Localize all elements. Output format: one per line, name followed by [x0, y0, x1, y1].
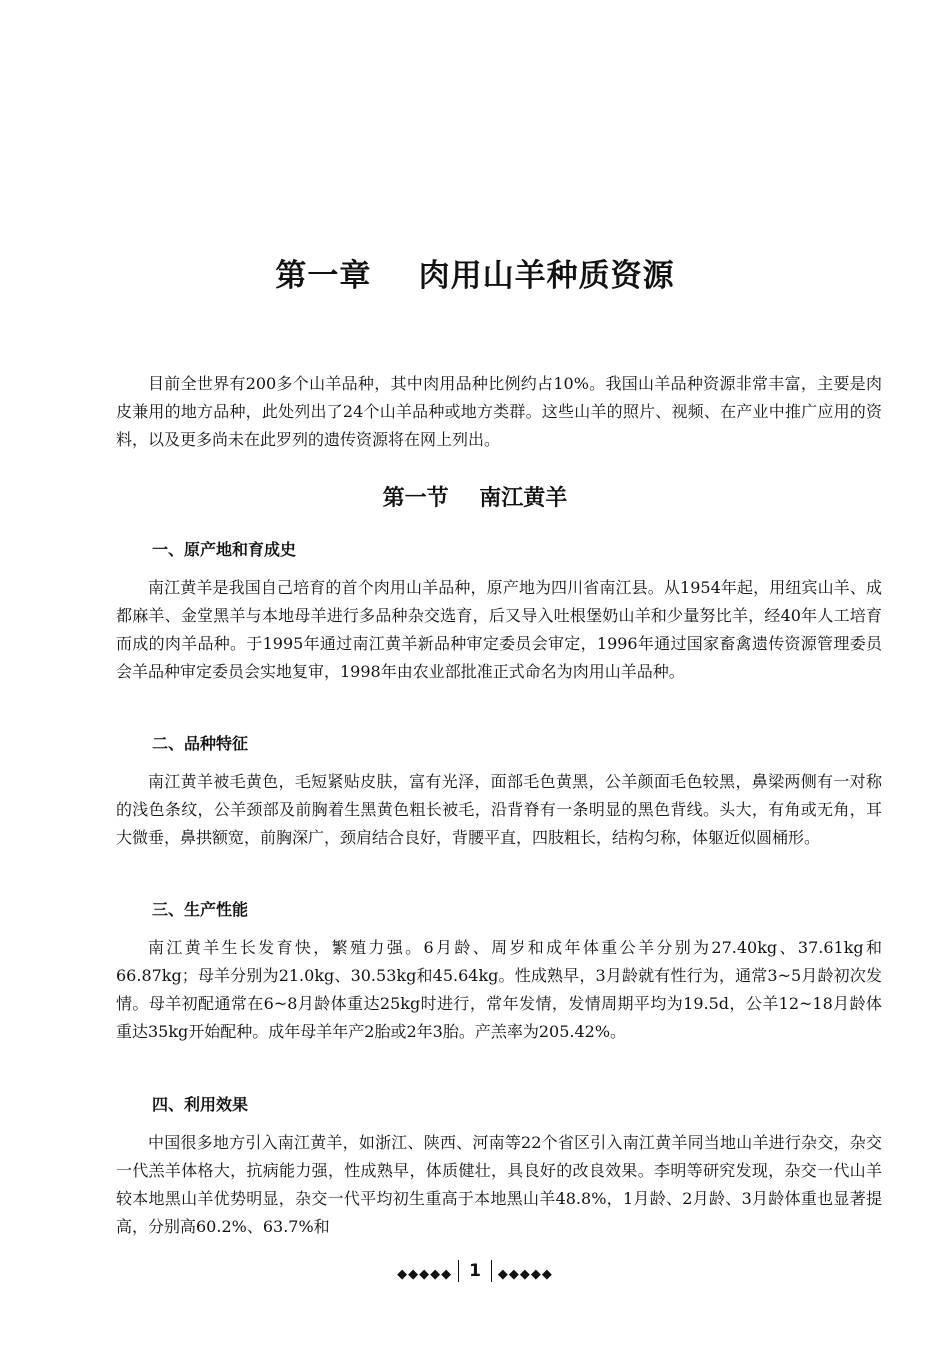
footer-divider-left	[458, 1260, 459, 1282]
paragraph: 南江黄羊是我国自己培育的首个肉用山羊品种，原产地为四川省南江县。从1954年起，用纽宾山羊、成都麻羊、金堂黑羊与本地母羊进行多品种杂交选育，后又导入吐根堡奶山羊和少量努比羊，经40年人工培育而成的肉羊品种。于1995年通过南江黄羊新品种审定委员会审定，1996年通过国家畜禽遗传资源管理委员会羊品种审定委员会实地复审，1998年由农业部批准正式命名为肉用山羊品种。	[116, 578, 882, 681]
paragraph: 南江黄羊被毛黄色，毛短紧贴皮肤，富有光泽，面部毛色黄黑，公羊颜面毛色较黑，鼻梁两侧有一对称的浅色条纹，公羊颈部及前胸着生黑黄色粗长被毛，沿背脊有一条明显的黑色背线。头大，有角或无角，耳大微垂，鼻拱额宽，前胸深广，颈肩结合良好，背腰平直，四肢粗长，结构匀称，体躯近似圆桶形。	[116, 772, 882, 847]
chapter-title: 第一章 肉用山羊种质资源	[275, 258, 675, 294]
subsection-heading-origin: 一、原产地和育成史	[152, 540, 297, 559]
page-number: 1	[469, 1261, 481, 1281]
subsection-body-origin	[116, 574, 882, 686]
footer-ornament-left: ◆◆◆◆◆	[397, 1266, 453, 1282]
section-title: 第一节 南江黄羊	[382, 485, 568, 511]
intro-paragraph: 目前全世界有200多个山羊品种，其中肉用品种比例约占10%。我国山羊品种资源非常丰富，主要是肉皮兼用的地方品种，此处列出了24个山羊品种或地方类群。这些山羊的照片、视频、在产业中推广应用的资料，以及更多尚未在此罗列的遗传资源将在网上列出。	[116, 374, 882, 449]
footer-ornament-right: ◆◆◆◆◆	[497, 1266, 553, 1282]
paragraph: 南江黄羊生长发育快，繁殖力强。6月龄、周岁和成年体重公羊分别为27.40kg、37.61kg和66.87kg；母羊分别为21.0kg、30.53kg和45.64kg。性成熟早，3月龄就有性行为，通常3~5月龄初次发情。母羊初配通常在6~8月龄体重达25kg时进行，常年发情，发情周期平均为19.5d，公羊12~18月龄体重达35kg开始配种。成年母羊年产2胎或2年3胎。产羔率为205.42%。	[116, 938, 882, 1041]
subsection-heading-utilization: 四、利用效果	[152, 1095, 249, 1114]
subsection-heading-features: 二、品种特征	[152, 734, 249, 753]
subsection-heading-performance: 三、生产性能	[152, 900, 249, 919]
paragraph: 中国很多地方引入南江黄羊，如浙江、陕西、河南等22个省区引入南江黄羊同当地山羊进行杂交，杂交一代羔羊体格大，抗病能力强，性成熟早，体质健壮，具良好的改良效果。李明等研究发现，杂交一代山羊较本地黑山羊优势明显，杂交一代平均初生重高于本地黑山羊48.8%，1月龄、2月龄、3月龄体重也显著提高，分别高60.2%、63.7%和	[116, 1133, 882, 1236]
subsection-body-features	[116, 768, 882, 852]
footer-divider-right	[491, 1260, 492, 1282]
page-footer	[0, 1260, 950, 1282]
intro-paragraph-block	[116, 370, 882, 454]
subsection-body-utilization	[116, 1129, 882, 1241]
subsection-body-performance	[116, 934, 882, 1046]
